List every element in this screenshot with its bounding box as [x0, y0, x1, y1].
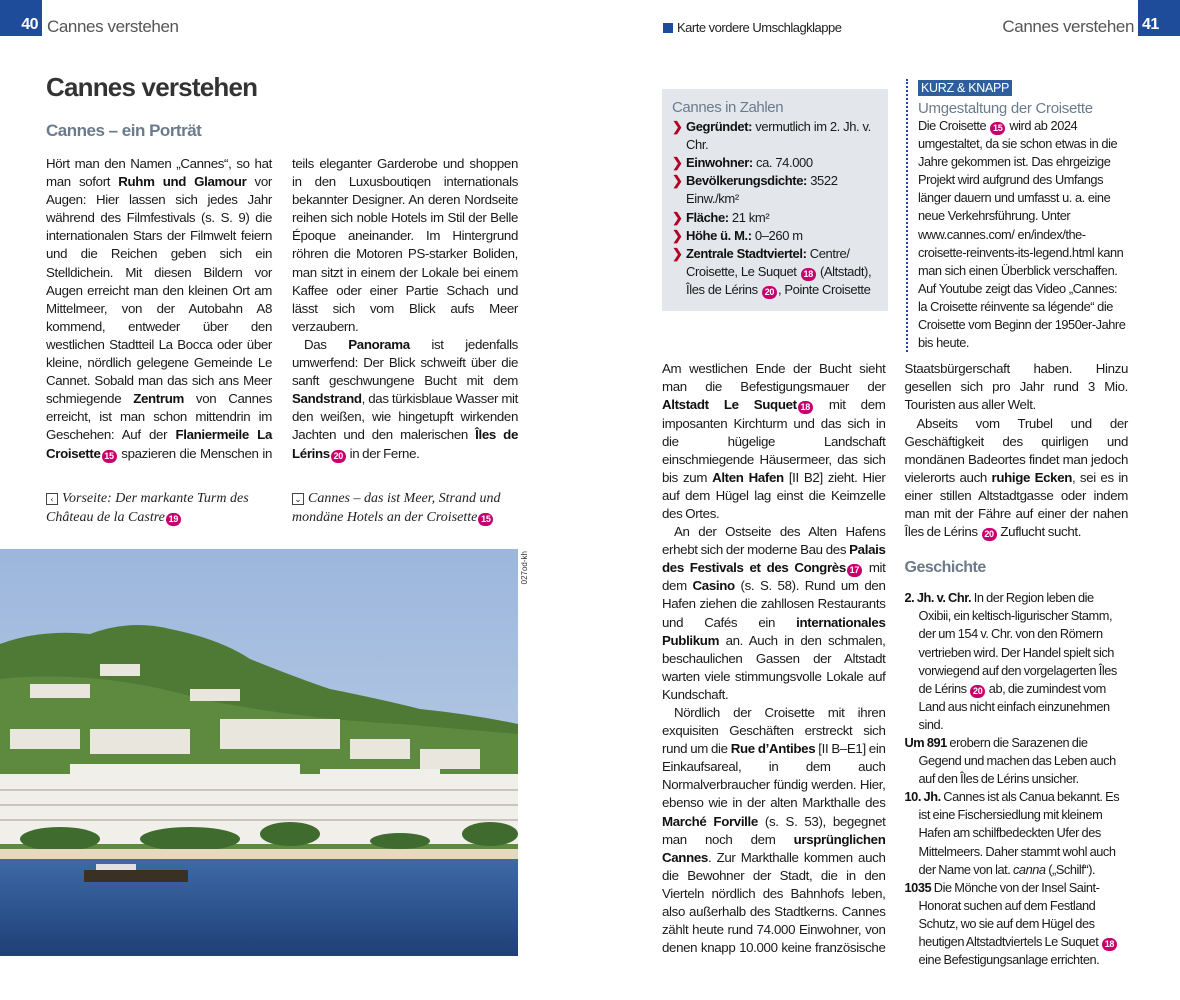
- text-run: ab, die zumindest vom Land aus nicht einfach einzunehmen sind.: [918, 680, 1110, 732]
- paragraph: [905, 415, 1129, 542]
- bold-term: Casino: [692, 578, 735, 594]
- text-run: [II B–E1] ein Einkaufsareal, in dem auch Normalverbraucher fündig werden. Hier, ebenso wie in der alten Markthalle des: [662, 741, 886, 811]
- text-run: canna: [1012, 861, 1046, 877]
- map-square-icon: [663, 23, 673, 33]
- text-run: , das türkisblaue Wasser mit den weißen, wie hingetupft wirkenden Jachten und den malerischen: [292, 391, 518, 443]
- bold-term: Um 891: [904, 735, 947, 750]
- bold-term: Fläche:: [686, 209, 729, 225]
- bold-term: Rue d’Antibes: [730, 741, 816, 757]
- text-run: Cannes ist als Canua bekannt. Es ist eine Fischersiedlung mit kleinem Hafen am schilfbedeckten Ufer des Mittelmeers. Daher stammt wohl auch der Name von lat.: [918, 789, 1120, 877]
- page-number-left: 40: [0, 0, 42, 36]
- text-run: 3522 Einw./km²: [686, 173, 838, 207]
- caption-text: Cannes – das ist Meer, Strand und mondäne Hotels an der Croisette: [292, 490, 501, 525]
- paragraph: [662, 523, 886, 704]
- history-entry: [905, 589, 1129, 734]
- page-number-right: 41: [1138, 0, 1180, 36]
- poi-marker: 15: [990, 122, 1005, 135]
- text-run: („Schilf“).: [1045, 861, 1096, 877]
- fact-item: [672, 154, 878, 172]
- poi-marker: 15: [102, 450, 117, 463]
- history-entry: [905, 879, 1129, 969]
- text-run: . Zur Markthalle kommen auch die Bewohner der Stadt, die in den Vierteln nördlich des Bahnhofs leben, also außerhalb des Stadtkerns. Cannes zählt heute rund 74.000 Einwohner, von denen knapp 10.000 keine französische Staatsbürgerschaft haben. Hinzu gesellen sich pro Jahr rund 3 Mio. Touristen aus aller Welt.: [662, 361, 1128, 956]
- info-row: [662, 79, 1128, 352]
- text-run: vor Augen: Hier lassen sich jedes Jahr während des Filmfestivals (s. S. 9) die internationalen Stars der Filmwelt feiern und die Reichen geben sich ein Stelldichein. Mit diesen Bildern vor Augen erreicht man den kleinen Ort am Mittelmeer, von der Autobahn A8 kommend, entweder über den westlichen Stadtteil La Bocca oder über kleine, nördlich gelegene Gemeinde Le Cannet. Sobald man das sich ans Meer schmiegende: [46, 174, 272, 407]
- map-reference: Karte vordere Umschlagklappe: [677, 20, 842, 35]
- bold-term: Alten Hafen: [712, 469, 784, 485]
- text-run: , Pointe Croisette: [777, 281, 871, 297]
- text-run: [II B2] zieht. Hier auf dem Hügel lag einst die Keimzelle des Ortes.: [662, 469, 886, 521]
- bold-term: Altstadt Le Suquet: [662, 397, 797, 413]
- kurz-knapp-box: [906, 79, 1128, 352]
- caption-photo: [292, 489, 518, 527]
- kurz-knapp-text: [918, 117, 1128, 352]
- bold-term: Bevölkerungsdichte:: [686, 173, 807, 189]
- poi-marker: 15: [478, 513, 493, 526]
- text-run: ist jedenfalls umwerfend: Der Blick schweift über die sanft geschwungene Bucht mit dem: [292, 336, 518, 389]
- paragraph: [662, 360, 886, 523]
- kurz-knapp-label: KURZ & KNAPP: [918, 80, 1012, 96]
- bold-term: Sandstrand: [292, 391, 362, 407]
- history-entry: [905, 788, 1129, 878]
- text-run: In der Region leben die Oxibii, ein keltisch-ligurischer Stamm, der um 154 v. Chr. von den Römern vertrieben wird. Der Handel spielt sich vorwiegend auf den vorgelagerten Îles de Lérins: [918, 590, 1117, 696]
- text-run: An der Ostseite des Alten Hafens erhebt sich der moderne Bau des: [662, 524, 886, 558]
- bold-term: ursprünglichen Cannes: [662, 831, 886, 865]
- poi-marker: 19: [166, 513, 181, 526]
- poi-marker: 18: [801, 268, 816, 281]
- facts-box: [662, 89, 888, 311]
- section-subtitle: Cannes – ein Porträt: [46, 121, 202, 140]
- text-run: Abseits vom Trubel und der Geschäftigkeit des quirligen und mondänen Badeortes findet man jedoch vielerorts auch: [904, 415, 1128, 485]
- chevron-right-icon: ❯: [672, 209, 683, 225]
- bold-term: 10. Jh.: [904, 789, 941, 805]
- text-run: Nördlich der Croisette mit ihren exquisiten Geschäften erstreckt sich rund um die: [662, 705, 886, 757]
- main-text: [662, 360, 1128, 969]
- bold-term: Höhe ü. M.:: [686, 227, 752, 243]
- text-run: mit dem: [662, 560, 886, 594]
- text-run: von Cannes erreicht, ist man schon mittendrin im Geschehen: Auf der: [46, 391, 272, 443]
- text-run: Zuflucht sucht.: [997, 524, 1082, 540]
- kurz-knapp-title: Umgestaltung der Croisette: [918, 100, 1093, 117]
- text-run: Am westlichen Ende der Bucht sieht man die Befestigungsmauer der: [662, 361, 886, 395]
- text-run: Die Croisette: [918, 118, 990, 133]
- bold-term: Flaniermeile La Croisette: [46, 427, 272, 461]
- text-run: ca. 74.000: [752, 155, 813, 171]
- photo-block: [0, 549, 540, 956]
- poi-marker: 20: [762, 286, 777, 299]
- caption-text: Vorseite: Der markante Turm des Château de la Castre: [46, 490, 249, 525]
- bold-term: 2. Jh. v. Chr.: [904, 590, 972, 606]
- text-run: spazieren die Menschen in teils eleganter Garderobe und shoppen in den Luxusboutiqen internationals bekannter Designer. An deren Nordseite reihen sich noble Hotels im Stil der Belle Époque aneinander. Im Hintergrund röhren die Motoren PS-starker Boliden, man sitzt in einem der Lokale bei einem Kaffee oder einer Partie Schach und lässt sich vom Blick aufs Meer verzaubern.: [117, 156, 518, 461]
- text-run: Das: [304, 336, 349, 352]
- bold-term: Marché Forville: [662, 813, 758, 829]
- bold-term: Zentrale Stadtviertel:: [686, 245, 807, 261]
- page-title: Cannes verstehen: [46, 72, 258, 102]
- chevron-right-icon: ❯: [672, 173, 683, 189]
- bold-term: Zentrum: [133, 391, 184, 407]
- text-run: Hört man den Namen „Cannes“, so hat man sofort: [46, 156, 272, 190]
- bold-term: Einwohner:: [686, 155, 753, 171]
- right-page-content: [662, 79, 1128, 969]
- bold-term: ruhige Ecken: [991, 469, 1073, 485]
- poi-marker: 20: [331, 450, 346, 463]
- running-head-right: Cannes verstehen: [1002, 17, 1134, 36]
- text-run: vermutlich im 2. Jh. v. Chr.: [686, 119, 871, 153]
- fact-item: [672, 209, 878, 227]
- arrow-left-icon: ‹: [46, 493, 58, 505]
- fact-item: [672, 172, 878, 208]
- text-run: in der Ferne.: [346, 445, 420, 461]
- bold-term: Ruhm und Glamour: [118, 174, 247, 190]
- bold-term: Îles de Lérins: [292, 427, 518, 461]
- poi-marker: 20: [970, 685, 985, 698]
- chevron-right-icon: ❯: [672, 227, 683, 243]
- captions-row: [46, 489, 518, 527]
- bold-term: Palais des Festivals et des Congrès: [662, 542, 886, 576]
- text-run: (s. S. 53), begegnet man noch dem: [662, 813, 886, 847]
- caption-previous-page: [46, 489, 272, 527]
- photo-credit: 027od-kh: [520, 550, 529, 584]
- text-run: mit dem imposanten Kirchturm und das sich in die hügelige Landschaft einschmiegende Häusermeer, das sich bis zum: [662, 397, 886, 485]
- chevron-right-icon: ❯: [672, 119, 683, 135]
- photo-cannes-croisette: [0, 549, 518, 956]
- fact-item: [672, 118, 878, 154]
- facts-box-title: Cannes in Zahlen: [672, 99, 784, 116]
- intro-text: [46, 155, 518, 463]
- text-run: Centre/ Croisette, Le Suquet: [686, 245, 850, 279]
- arrow-down-icon: ⌄: [292, 493, 304, 505]
- text-run: wird ab 2024 umgestaltet, da sie schon etwas in die Jahre gekommen ist. Das ehrgeizige Projekt wird aufgrund des Umfangs länger dauern und umfasst u. a. eine neue Verkehrsführung. Unter www.cannes.com/ en/index/the-croisette-reinvents-its-legend.html kann man sich einen Überblick verschaffen. Auf Youtube zeigt das Video „Cannes: la Croisette réinvente sa légende“ die Croisette vom Beginn der 1950er-Jahre bis heute.: [918, 118, 1126, 351]
- bold-term: internationales Publikum: [662, 614, 886, 648]
- poi-marker: 18: [798, 401, 813, 414]
- poi-marker: 18: [1102, 938, 1117, 951]
- text-run: erobern die Sarazenen die Gegend und machen das Leben auch auf den Îles de Lérins unsicher.: [918, 735, 1116, 787]
- fact-item: [672, 227, 878, 245]
- bold-term: Gegründet:: [686, 119, 753, 135]
- poi-marker: 17: [847, 564, 862, 577]
- text-run: Die Mönche von der Insel Saint-Honorat suchen auf dem Festland Schutz, wo sie auf dem Hügel des heutigen Altstadtviertels Le Suquet: [918, 879, 1101, 950]
- history-heading: Geschichte: [904, 559, 986, 577]
- running-head-left: Cannes verstehen: [47, 17, 179, 36]
- text-run: 21 km²: [728, 209, 770, 225]
- text-run: (Altstadt), Îles de Lérins: [686, 263, 872, 297]
- history-entry: [905, 734, 1129, 788]
- text-run: eine Befestigungsanlage errichten.: [918, 952, 1100, 968]
- chevron-right-icon: ❯: [672, 155, 683, 171]
- text-run: (s. S. 58). Rund um den Hafen ziehen die zahllosen Restaurants und Cafés ein: [662, 578, 886, 630]
- poi-marker: 20: [982, 528, 997, 541]
- bold-term: Panorama: [348, 336, 410, 352]
- left-page-content: [0, 72, 540, 956]
- fact-item: [672, 245, 878, 299]
- bold-term: 1035: [904, 879, 932, 895]
- chevron-right-icon: ❯: [672, 245, 683, 261]
- text-run: , sei es in einer stillen Altstadtgasse oder indem man mit der Fähre auf einer der nahen Îles de Lérins: [904, 469, 1128, 540]
- text-run: an. Auch in den schmalen, beschaulichen Gassen der Altstadt warten viele stimmungsvolle Lokale auf Kundschaft.: [662, 632, 886, 702]
- text-run: 0–260 m: [751, 227, 803, 243]
- paragraph: [292, 336, 518, 463]
